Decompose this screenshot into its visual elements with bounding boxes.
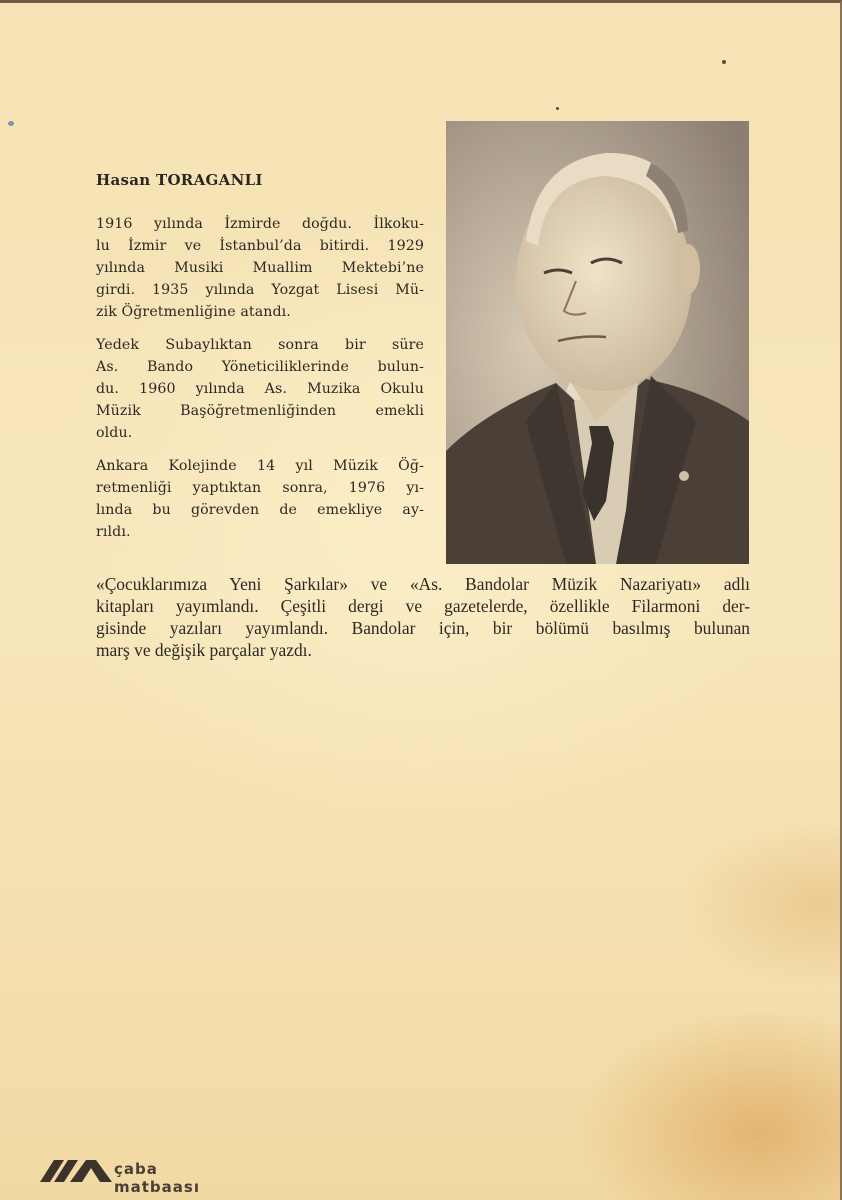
text-line: marş ve değişik parçalar yazdı. (96, 640, 312, 660)
publisher-logo (40, 1156, 230, 1196)
text-line: Ankara Kolejinde 14 yıl Müzik Öğ- (96, 458, 424, 474)
text-line: zik Öğretmenliğine atandı. (96, 304, 291, 320)
works-paragraph (96, 573, 750, 661)
text-line: Yedek Subaylıktan sonra bir süre (96, 337, 424, 353)
publisher-mark-icon (40, 1156, 112, 1184)
text-line: yılında Musiki Muallim Mektebi’ne (96, 260, 424, 276)
author-portrait-photo (446, 121, 749, 564)
publisher-name: çaba matbaası (114, 1160, 200, 1196)
text-line: Müzik Başöğretmenliğinden emekli (96, 403, 424, 419)
text-line: gisinde yazıları yayımlandı. Bandolar için, bir bölümü basılmış bulunan (96, 618, 750, 638)
bio-paragraph-college (96, 455, 424, 543)
text-line: kitapları yayımlandı. Çeşitli dergi ve gazetelerde, özellikle Filarmoni der- (96, 596, 750, 616)
text-line: lu İzmir ve İstanbul’da bitirdi. 1929 (96, 238, 424, 254)
paper-speck (8, 121, 14, 126)
text-line: «Çocuklarımıza Yeni Şarkılar» ve «As. Bandolar Müzik Nazariyatı» adlı (96, 574, 750, 594)
text-line: rıldı. (96, 524, 131, 540)
author-name: Hasan TORAGANLI (96, 171, 263, 189)
bio-paragraph-birth (96, 213, 424, 323)
paper-speck (722, 60, 726, 64)
portrait-illustration (446, 121, 749, 564)
text-line: oldu. (96, 425, 133, 441)
text-line: 1916 yılında İzmirde doğdu. İlkoku- (96, 216, 424, 232)
biography-column (96, 213, 424, 554)
text-line: lında bu görevden de emekliye ay- (96, 502, 424, 518)
bio-paragraph-military (96, 334, 424, 444)
text-line: retmenliği yaptıktan sonra, 1976 yı- (96, 480, 424, 496)
text-line: girdi. 1935 yılında Yozgat Lisesi Mü- (96, 282, 424, 298)
text-line: As. Bando Yöneticiliklerinde bulun- (96, 359, 424, 375)
text-line: du. 1960 yılında As. Muzika Okulu (96, 381, 424, 397)
paper-speck (556, 107, 559, 110)
